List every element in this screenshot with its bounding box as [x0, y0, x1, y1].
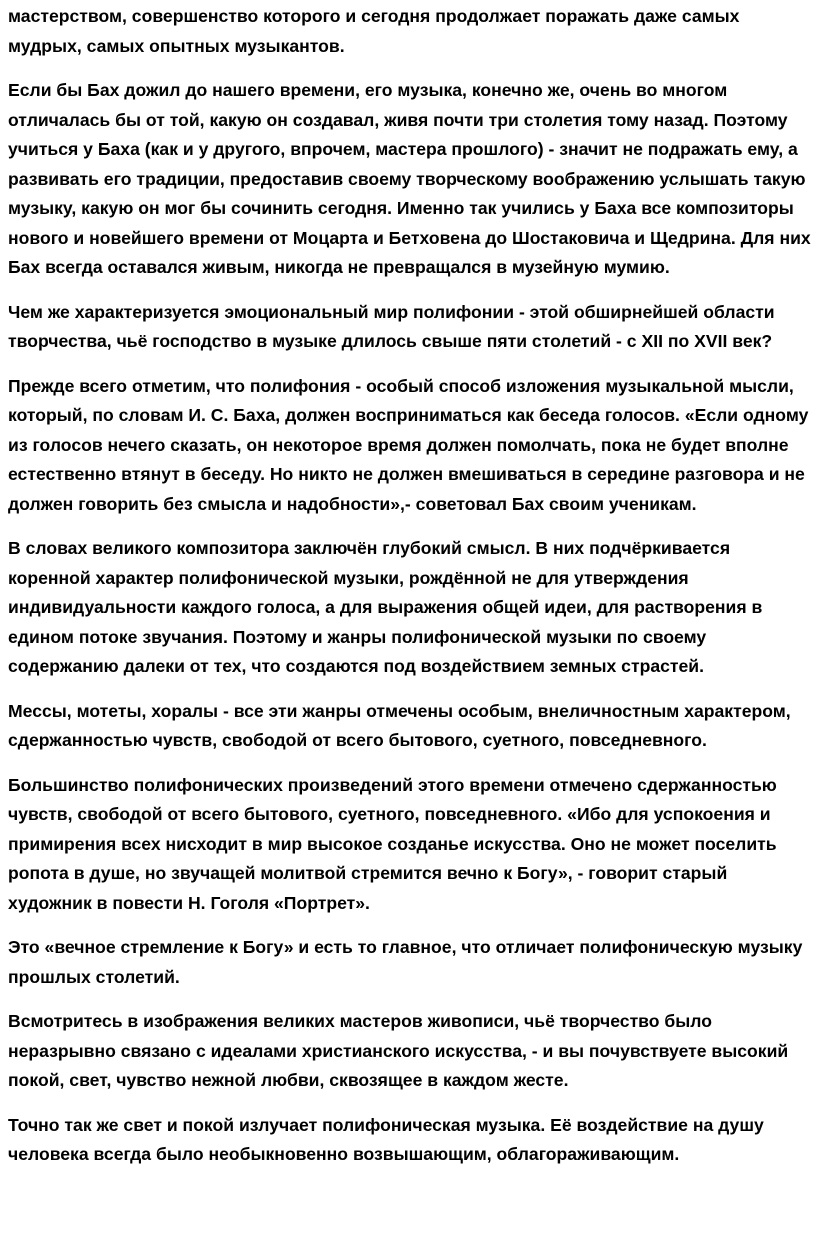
paragraph-9: Всмотритесь в изображения великих мастеров живописи, чьё творчество было неразрывно связано с идеалами христианского искусства, - и вы почувствуете высокий покой, свет, чувство нежной любви, сквозящее в каждом жесте.	[8, 1011, 789, 1090]
paragraph-2: Если бы Бах дожил до нашего времени, его музыка, конечно же, очень во многом отличалась бы от той, какую он создавал, живя почти три столетия тому назад. Поэтому учиться у Баха (как и у другого, впрочем, мастера прошлого) - значит не подражать ему, а развивать его традиции, предоставив своему творческому воображению услышать такую музыку, какую он мог бы сочинить сегодня. Именно так учились у Баха все композиторы нового и новейшего времени от Моцарта и Бетховена до Шостаковича и Щедрина. Для них Бах всегда оставался живым, никогда не превращался в музейную мумию.	[8, 80, 811, 277]
paragraph-1: мастерством, совершенство которого и сегодня продолжает поражать даже самых мудрых, самых опытных музыкантов.	[8, 6, 740, 56]
paragraph-3: Чем же характеризуется эмоциональный мир полифонии - этой обширнейшей области творчества, чьё господство в музыке длилось свыше пяти столетий - с XII по XVII век?	[8, 301, 775, 351]
paragraph-5: В словах великого композитора заключён глубокий смысл. В них подчёркивается коренной характер полифонической музыки, рождённой не для утверждения индивидуальности каждого голоса, а для выражения общей идеи, для растворения в едином потоке звучания. Поэтому и жанры полифонической музыки по своему содержанию далеки от тех, что создаются под воздействием земных страстей.	[8, 538, 763, 676]
paragraph-4: Прежде всего отметим, что полифония - особый способ изложения музыкальной мысли, который, по словам И. С. Баха, должен восприниматься как беседа голосов. «Если одному из голосов нечего сказать, он некоторое время должен помолчать, пока не будет вполне естественно втянут в беседу. Но никто не должен вмешиваться в середине разговора и не должен говорить без смысла и надобности»,- советовал Бах своим ученикам.	[8, 375, 809, 514]
paragraph-8: Это «вечное стремление к Богу» и есть то главное, что отличает полифоническую музыку прошлых столетий.	[8, 937, 803, 987]
paragraph-7: Большинство полифонических произведений этого времени отмечено сдержанностью чувств, свободой от всего бытового, суетного, повседневного. «Ибо для успокоения и примирения всех нисходит в мир высокое созданье искусства. Оно не может поселить ропота в душе, но звучащей молитвой стремится вечно к Богу», - говорит старый художник в повести Н. Гоголя «Портрет».	[8, 774, 777, 913]
paragraph-10: Точно так же свет и покой излучает полифоническая музыка. Её воздействие на душу человека всегда было необыкновенно возвышающим, облагораживающим.	[8, 1114, 764, 1164]
paragraph-6: Мессы, мотеты, хоралы - все эти жанры отмечены особым, внеличностным характером, сдержанностью чувств, свободой от всего бытового, суетного, повседневного.	[8, 700, 791, 750]
